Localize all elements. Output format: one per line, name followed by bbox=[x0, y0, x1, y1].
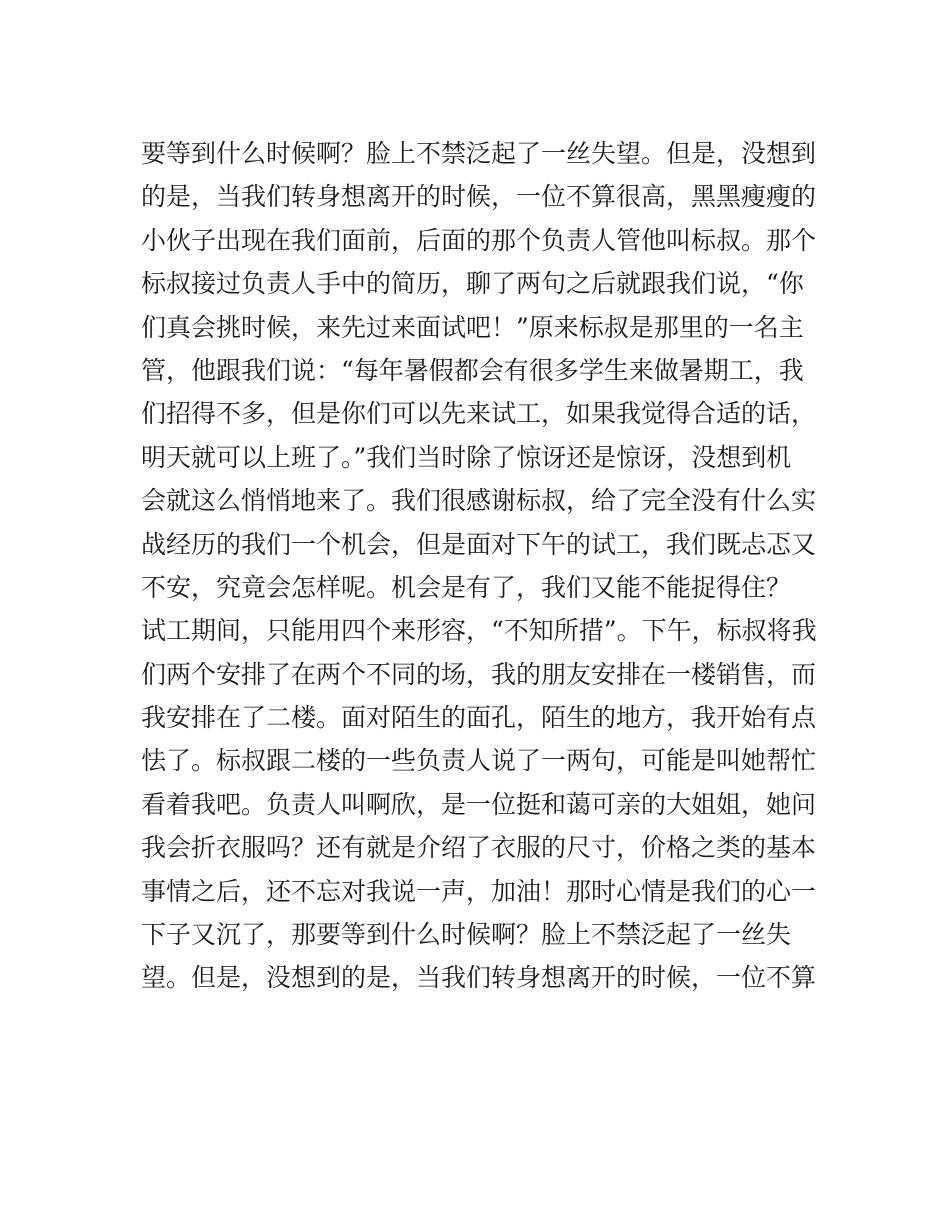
text-line: 会就这么悄悄地来了。我们很感谢标叔，给了完全没有什么实 bbox=[141, 486, 817, 516]
text-line: 事情之后，还不忘对我说一声，加油！那时心情是我们的心一 bbox=[141, 876, 817, 906]
text-line: 要等到什么时候啊？脸上不禁泛起了一丝失望。但是，没想到 bbox=[141, 139, 817, 168]
text-line: 我会折衣服吗？还有就是介绍了衣服的尺寸，价格之类的基本 bbox=[141, 833, 817, 863]
text-line: 小伙子出现在我们面前，后面的那个负责人管他叫标叔。那个 bbox=[141, 225, 817, 255]
text-line: 看着我吧。负责人叫啊欣，是一位挺和蔼可亲的大姐姐，她问 bbox=[141, 789, 817, 819]
text-line: 们两个安排了在两个不同的场，我的朋友安排在一楼销售，而 bbox=[141, 659, 817, 689]
text-line: 们真会挑时候，来先过来面试吧！”原来标叔是那里的一名主 bbox=[141, 312, 804, 342]
text-line: 不安，究竟会怎样呢。机会是有了，我们又能不能捉得住？ bbox=[141, 572, 792, 602]
text-line: 怯了。标叔跟二楼的一些负责人说了一两句，可能是叫她帮忙 bbox=[141, 746, 817, 776]
text-line: 明天就可以上班了。”我们当时除了惊讶还是惊讶，没想到机 bbox=[141, 442, 792, 472]
text-line: 望。但是，没想到的是，当我们转身想离开的时候，一位不算 bbox=[141, 963, 817, 993]
text-line: 的是，当我们转身想离开的时候，一位不算很高，黑黑瘦瘦的 bbox=[141, 182, 817, 212]
document-body bbox=[141, 132, 821, 1000]
text-line: 们招得不多，但是你们可以先来试工，如果我觉得合适的话， bbox=[141, 399, 817, 429]
text-line: 下子又沉了，那要等到什么时候啊？脸上不禁泛起了一丝失 bbox=[141, 920, 792, 950]
text-line: 管，他跟我们说：“每年暑假都会有很多学生来做暑期工，我 bbox=[141, 355, 804, 385]
text-line: 标叔接过负责人手中的简历，聊了两句之后就跟我们说，“你 bbox=[141, 269, 804, 299]
text-line: 我安排在了二楼。面对陌生的面孔，陌生的地方，我开始有点 bbox=[141, 703, 817, 733]
text-line: 试工期间，只能用四个来形容，“不知所措”。下午，标叔将我 bbox=[141, 616, 817, 646]
text-line: 战经历的我们一个机会，但是面对下午的试工，我们既忐忑又 bbox=[141, 529, 817, 559]
